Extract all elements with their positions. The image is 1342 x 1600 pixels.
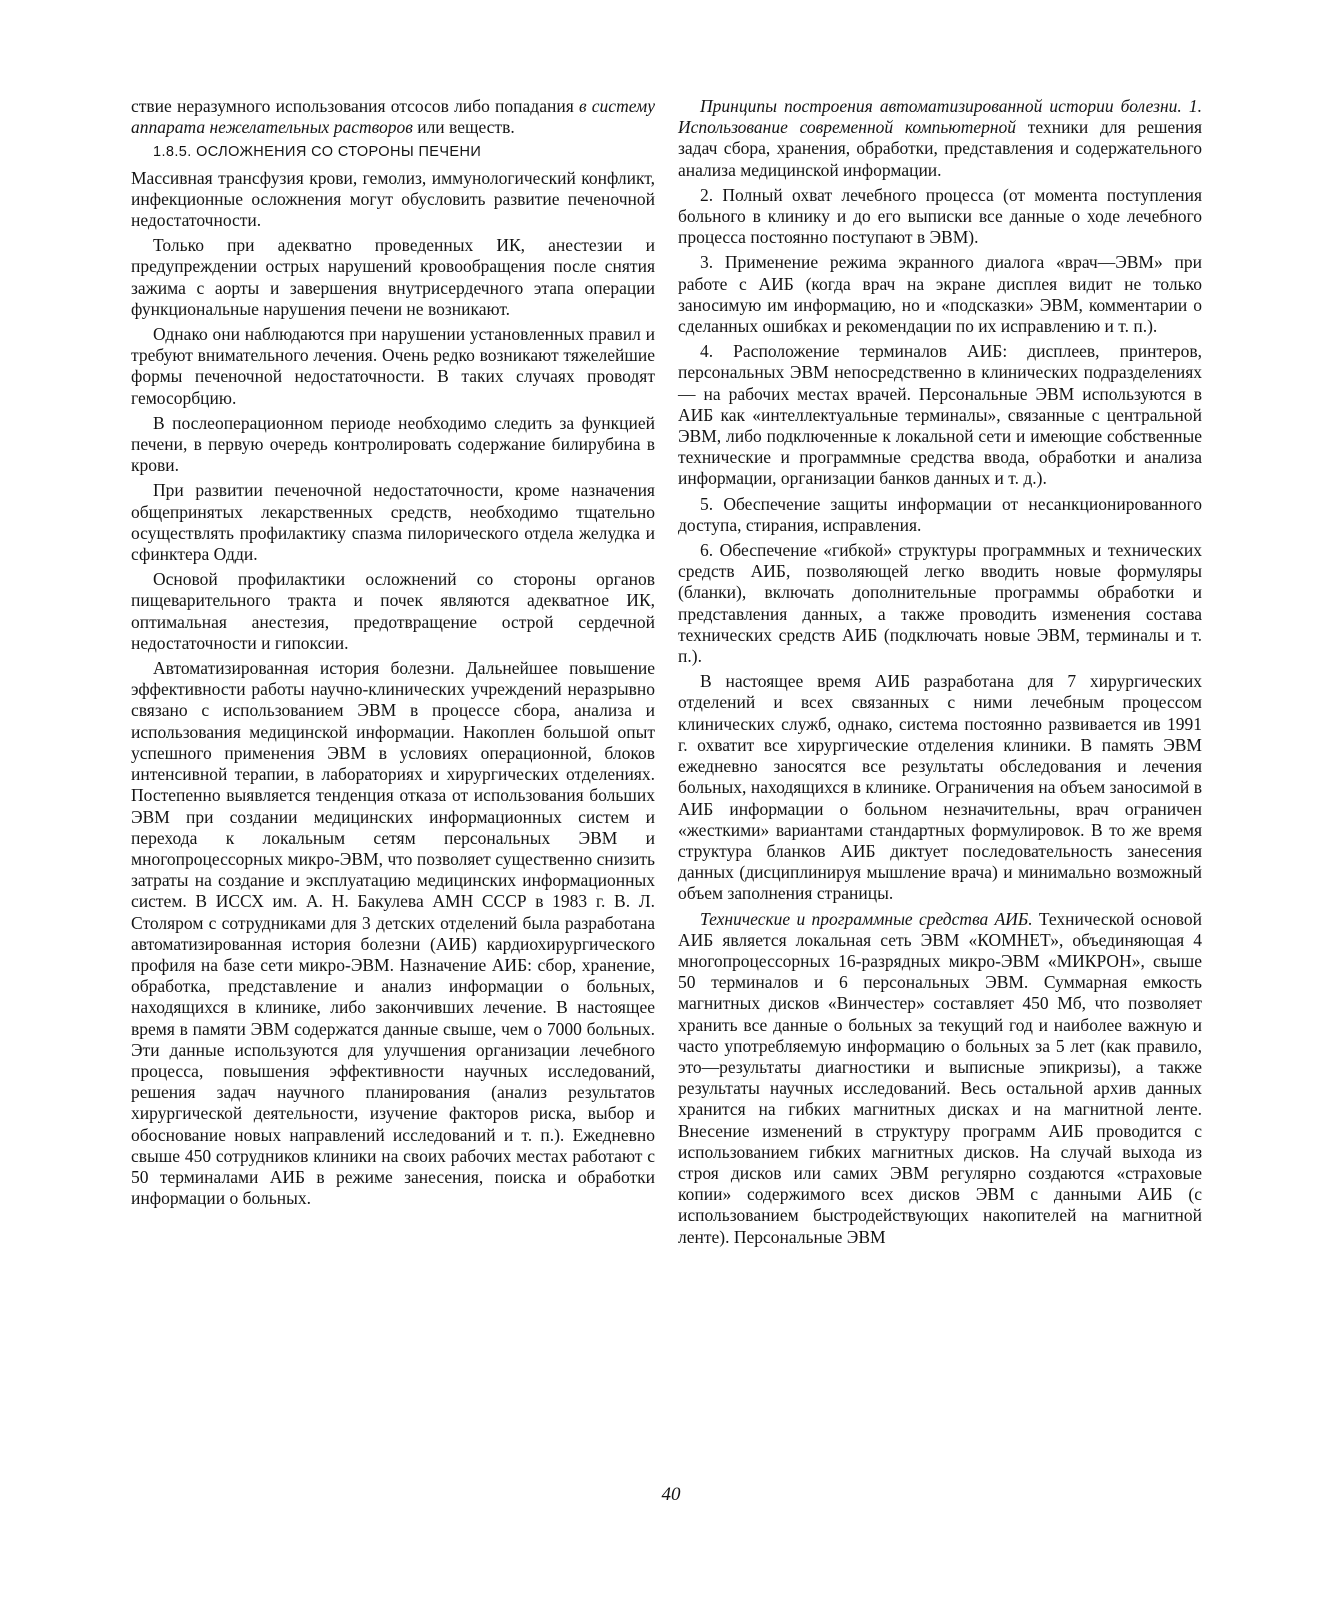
paragraph: 6. Обеспечение «гибкой» структуры программных и технических средств АИБ, позволяющей легко вводить новые формуляры (бланки), включать дополнительные программы обработки и представления данных, а также проводить изменения состава технических средств АИБ (подключать новые ЭВМ, терминалы и т. п.). [678,540,1202,667]
continued-paragraph [131,96,655,138]
paragraph: Массивная трансфузия крови, гемолиз, иммунологический конфликт, инфекционные осложнения могут обусловить развитие печеночной недостаточности. [131,167,655,231]
paragraph-text: или веществ. [412,117,515,138]
paragraph [678,909,1202,1248]
paragraph: 2. Полный охват лечебного процесса (от момента поступления больного в клинику и до его выписки все данные о ходе лечебного процесса постоянно поступают в ЭВМ). [678,184,1202,248]
right-column [678,96,1202,1252]
paragraph: При развитии печеночной недостаточности, кроме назначения общепринятых лекарственных средств, необходимо тщательно осуществлять профилактику спазма пилорического отдела желудка и сфинктера Одди. [131,480,655,565]
paragraph: Автоматизированная история болезни. Дальнейшее повышение эффективности работы научно-клинических учреждений неразрывно связано с использованием ЭВМ в процессе сбора, анализа и использования медицинской информации. Накоплен большой опыт успешного применения ЭВМ в условиях операционной, блоков интенсивной терапии, в лабораториях и хирургических отделениях. Постепенно выявляется тенденция отказа от использования больших ЭВМ при создании медицинских информационных систем и перехода к локальным сетям персональных ЭВМ и многопроцессорных микро-ЭВМ, что позволяет существенно снизить затраты на создание и эксплуатацию медицинских информационных систем. В ИССХ им. А. Н. Бакулева АМН СССР в 1983 г. В. Л. Столяром с сотрудниками для 3 детских отделений была разработана автоматизированная история болезни (АИБ) кардиохирургического профиля на базе сети микро-ЭВМ. Назначение АИБ: сбор, хранение, обработка, представление и анализ информации о больных, находящихся в клинике, либо закончивших лечение. В настоящее время в памяти ЭВМ содержатся данные свыше, чем о 7000 больных. Эти данные используются для улучшения организации лечебного процесса, повышения эффективности научных исследований, решения задач научного планирования (анализ результатов хирургической деятельности, изучение факторов риска, выбор и обоснование новых направлений исследований и т. п.). Ежедневно свыше 450 сотрудников клиники на своих рабочих местах работают с 50 терминалами АИБ в режиме занесения, поиска и обработки информации о больных. [131,658,655,1209]
section-heading: 1.8.5. ОСЛОЖНЕНИЯ СО СТОРОНЫ ПЕЧЕНИ [153,144,482,161]
paragraph [678,96,1202,181]
paragraph: Только при адекватно проведенных ИК, анестезии и предупреждении острых нарушений кровообращения после снятия зажима с аорты и завершения внутрисердечного этапа операции функциональные нарушения печени не возникают. [131,235,655,319]
paragraph: В послеоперационном периоде необходимо следить за функцией печени, в первую очередь контролировать содержание билирубина в крови. [131,412,655,476]
paragraph: В настоящее время АИБ разработана для 7 хирургических отделений и всех связанных с ними лечебным процессом клинических служб, однако, система постоянно развивается ив 1991 г. охватит все хирургические отделения клиники. В память ЭВМ ежедневно заносятся все результаты обследования и лечения больных, находящихся в клинике. Ограничения на объем заносимой в АИБ информации о больном незначительны, врач ограничен «жесткими» вариантами стандартных формулировок. В то же время структура бланков АИБ диктует последовательность занесения данных (дисциплинируя мышление врача) и минимально возможный объем заполнения страницы. [678,671,1202,904]
italic-phrase: Технические и программные средства АИБ. [700,908,1033,929]
paragraph-text: техники для решения задач сбора, хранения, обработки, представления и содержательного анализа медицинской информации. [678,117,1202,180]
paragraph-text: Технической основой АИБ является локальная сеть ЭВМ «КОМНЕТ», объединяющая 4 многопроцессорных 16-разрядных микро-ЭВМ «МИКРОН», свыше 50 терминалов и 6 персональных ЭВМ. Суммарная емкость магнитных дисков «Винчестер» составляет 450 Мб, что позволяет хранить все данные о больных за текущий год и наиболее важную и часто употребляемую информацию о больных за 5 лет (как правило, это—результаты диагностики и выписные эпикризы), а также результаты научных исследований. Весь остальной архив данных хранится на гибких магнитных дисках и на магнитной ленте. Внесение изменений в структуру программ АИБ проводится с использованием гибких магнитных дисков. На случай выхода из строя дисков или самих ЭВМ регулярно создаются «страховые копии» содержимого всех дисков ЭВМ с данными АИБ (с использованием быстродействующих накопителей на магнитной ленте). Персональные ЭВМ [678,908,1202,1247]
paragraph-text: ствие неразумного использования отсосов либо попадания [131,96,579,116]
paragraph: 4. Расположение терминалов АИБ: дисплеев, принтеров, персональных ЭВМ непосредственно в клинических подразделениях — на рабочих местах врачей. Персональные ЭВМ используются в АИБ как «интеллектуальные терминалы», связанные с центральной ЭВМ, либо подключенные к локальной сети и имеющие собственные технические и программные средства ввода, обработки и анализа информации, организации банков данных и т. д.). [678,341,1202,489]
paragraph: 3. Применение режима экранного диалога «врач—ЭВМ» при работе с АИБ (когда врач на экране дисплея видит не только заносимую им информацию, но и «подсказки» ЭВМ, комментарии о сделанных ошибках и рекомендации по их исправлению и т. п.). [678,252,1202,337]
page-number: 40 [661,1484,681,1505]
paragraph: Однако они наблюдаются при нарушении установленных правил и требуют внимательного лечения. Очень редко возникают тяжелейшие формы печеночной недостаточности. В таких случаях проводят гемосорбцию. [131,324,655,408]
paragraph: 5. Обеспечение защиты информации от несанкционированного доступа, стирания, исправления. [678,493,1202,535]
paragraph: Основой профилактики осложнений со стороны органов пищеварительного тракта и почек являются адекватное ИК, оптимальная анестезия, предотвращение острой сердечной недостаточности и гипоксии. [131,569,655,653]
left-column [131,96,655,1213]
italic-phrase: в систему аппарата нежелательных растворов [131,96,655,138]
italic-phrase: Принципы построения автоматизированной истории болезни. 1. Использование современной компьютерной [678,96,1202,138]
